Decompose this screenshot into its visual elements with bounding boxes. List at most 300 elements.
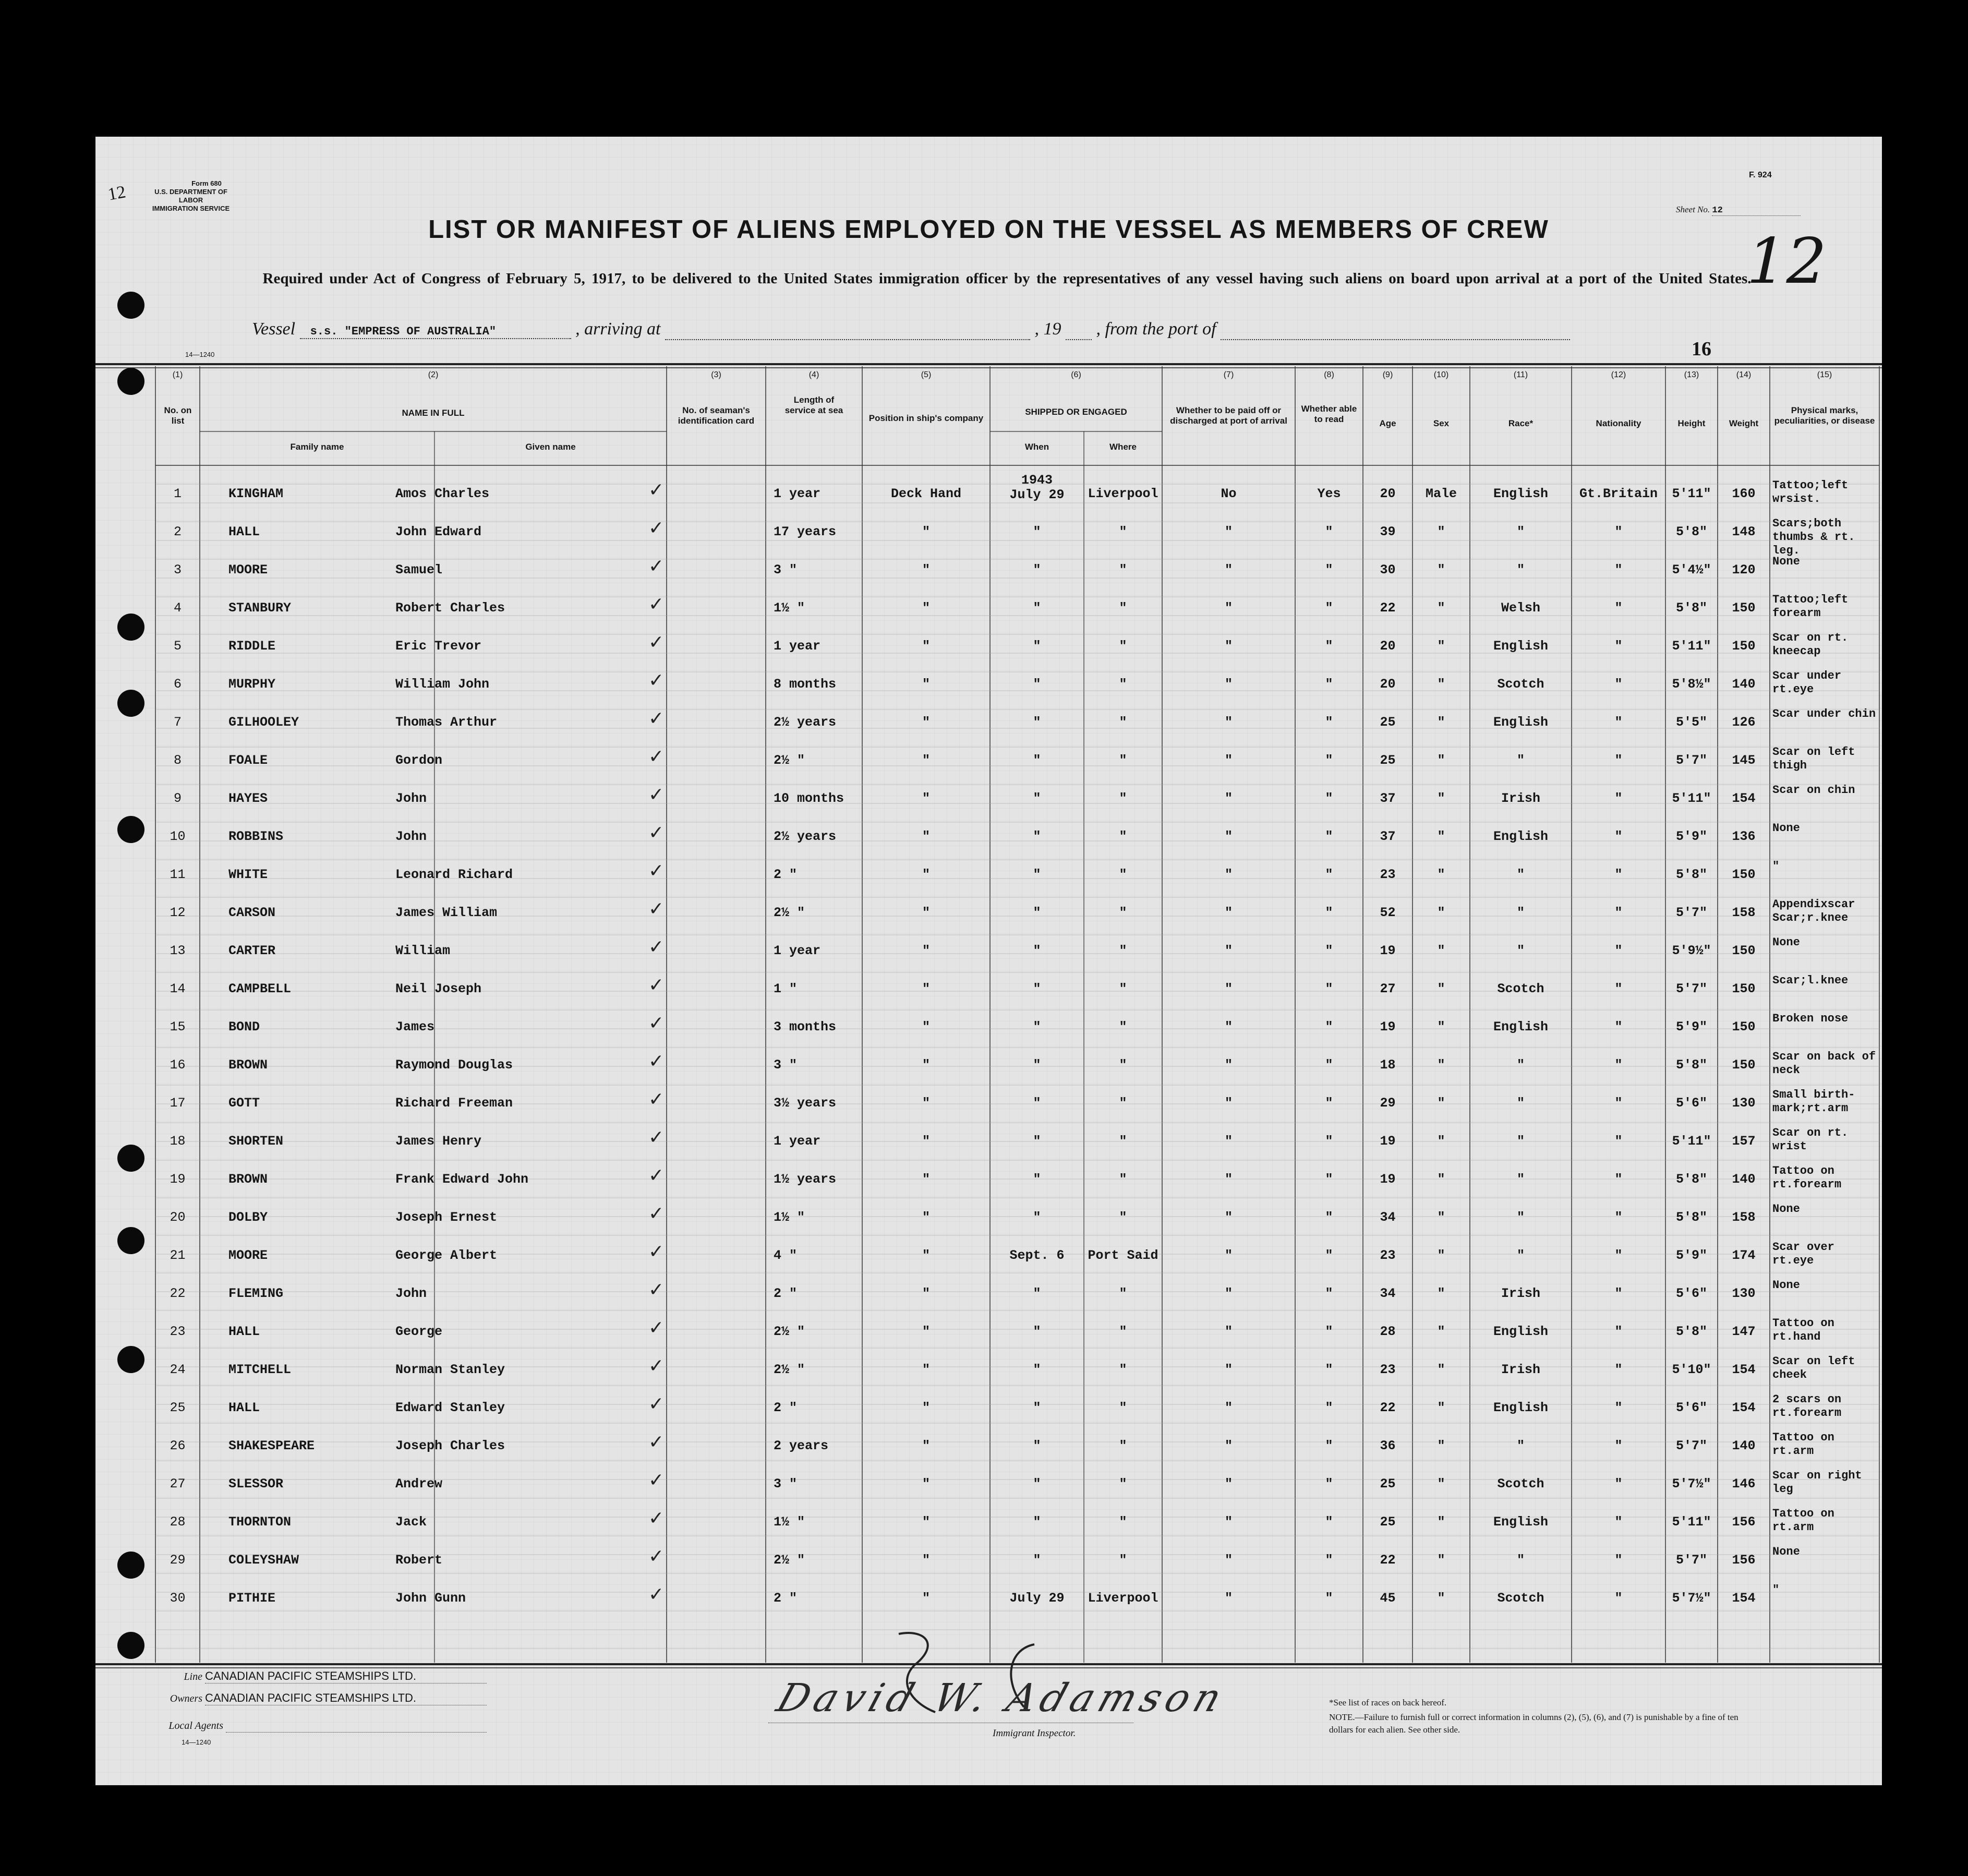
nationality: "	[1614, 829, 1623, 844]
shipped-when: "	[1033, 639, 1041, 654]
family-name: FOALE	[228, 753, 268, 768]
family-name: GOTT	[228, 1096, 260, 1111]
length-of-service: 2½ years	[774, 715, 837, 730]
sex: "	[1437, 1324, 1445, 1339]
punch-hole	[117, 1227, 144, 1254]
nationality: "	[1614, 753, 1623, 768]
shipped-when: "	[1033, 562, 1041, 578]
family-name: CAMPBELL	[228, 981, 292, 996]
shipped-where: "	[1119, 1286, 1127, 1301]
height: 5'4½"	[1672, 562, 1711, 578]
able-to-read: "	[1325, 1134, 1333, 1149]
nationality: "	[1614, 1476, 1623, 1492]
shipped-when: "	[1033, 905, 1041, 920]
paid-off: "	[1224, 1400, 1233, 1415]
nationality: "	[1614, 1248, 1623, 1263]
year-label: , 19	[1034, 319, 1061, 339]
nationality: "	[1614, 1057, 1623, 1073]
family-name: HALL	[228, 524, 260, 539]
race: English	[1493, 1324, 1549, 1339]
row-number: 25	[170, 1400, 186, 1415]
family-name: HALL	[228, 1324, 260, 1339]
weight: 147	[1732, 1324, 1756, 1339]
year-value	[1066, 319, 1092, 340]
position: "	[922, 1248, 930, 1263]
weight: 154	[1732, 1400, 1756, 1415]
length-of-service: 3½ years	[774, 1096, 837, 1111]
paid-off: "	[1224, 639, 1233, 654]
age: 34	[1380, 1210, 1396, 1225]
weight: 140	[1732, 677, 1756, 692]
family-name: MURPHY	[228, 677, 276, 692]
row-number: 2	[173, 524, 182, 539]
inspector-label: Immigrant Inspector.	[993, 1728, 1076, 1739]
paid-off: "	[1224, 981, 1233, 996]
form-number: Form 680	[191, 179, 222, 187]
row-number: 1	[173, 486, 182, 501]
weight: 140	[1732, 1172, 1756, 1187]
row-number: 24	[170, 1362, 186, 1377]
age: 20	[1380, 677, 1396, 692]
position: "	[922, 562, 930, 578]
row-number: 19	[170, 1172, 186, 1187]
paid-off: No	[1221, 486, 1237, 501]
arriving-label: , arriving at	[575, 319, 661, 339]
given-name: William John	[395, 677, 490, 692]
family-name: BROWN	[228, 1172, 268, 1187]
race: English	[1493, 1019, 1549, 1035]
position: "	[922, 1134, 930, 1149]
sex: "	[1437, 600, 1445, 616]
able-to-read: "	[1325, 639, 1333, 654]
race: "	[1516, 1134, 1525, 1149]
age: 22	[1380, 600, 1396, 616]
weight: 150	[1732, 943, 1756, 958]
sex: "	[1437, 905, 1445, 920]
length-of-service: 3 "	[774, 562, 798, 578]
punch-hole	[117, 1632, 144, 1659]
colnum-1: (1)	[172, 370, 183, 379]
sex: "	[1437, 867, 1445, 882]
shipped-where: Liverpool	[1088, 486, 1158, 501]
height: 5'8"	[1675, 1057, 1707, 1073]
race: English	[1493, 1400, 1549, 1415]
colnum-4: (4)	[808, 370, 819, 379]
sex: "	[1437, 1134, 1445, 1149]
page-subtitle: Required under Act of Congress of February 5, 1917, to be delivered to the United States immigration officer by the representatives of any vessel having such aliens on board upon arrival at a port of the United States.	[262, 270, 1752, 287]
nationality: "	[1614, 1400, 1623, 1415]
age: 30	[1380, 562, 1396, 578]
sex: "	[1437, 677, 1445, 692]
sheet-number: 12	[1712, 206, 1801, 216]
able-to-read: "	[1325, 1324, 1333, 1339]
given-name: Amos Charles	[395, 486, 490, 501]
weight: 154	[1732, 1591, 1756, 1606]
check-mark-icon: ✓	[648, 594, 665, 615]
age: 20	[1380, 639, 1396, 654]
form-code: F. 924	[1749, 171, 1772, 179]
nationality: "	[1614, 715, 1623, 730]
row-number: 4	[173, 600, 182, 616]
sheet-number-line	[1676, 205, 1801, 216]
physical-marks: Tattoo on rt.arm	[1772, 1507, 1834, 1534]
physical-marks: None	[1772, 1279, 1800, 1292]
race: Irish	[1501, 1286, 1540, 1301]
check-mark-icon: ✓	[648, 898, 665, 920]
paid-off: "	[1224, 1057, 1233, 1073]
shipped-where: "	[1119, 1553, 1127, 1568]
check-mark-icon: ✓	[648, 1241, 665, 1262]
height: 5'8"	[1675, 1210, 1707, 1225]
from-port-label: , from the port of	[1096, 319, 1216, 339]
check-mark-icon: ✓	[648, 1393, 665, 1415]
nationality: "	[1614, 1286, 1623, 1301]
paid-off: "	[1224, 867, 1233, 882]
nationality: "	[1614, 1514, 1623, 1530]
family-name: COLEYSHAW	[228, 1553, 299, 1568]
height: 5'11"	[1672, 639, 1711, 654]
age: 23	[1380, 1248, 1396, 1263]
shipped-when: "	[1033, 791, 1041, 806]
row-number: 5	[173, 639, 182, 654]
physical-marks: Scar under chin	[1772, 707, 1876, 720]
weight: 150	[1732, 639, 1756, 654]
weight: 150	[1732, 867, 1756, 882]
sex: "	[1437, 524, 1445, 539]
nationality: "	[1614, 1324, 1623, 1339]
given-name: Samuel	[395, 562, 443, 578]
sex: "	[1437, 1096, 1445, 1111]
able-to-read: "	[1325, 524, 1333, 539]
height: 5'10"	[1672, 1362, 1711, 1377]
able-to-read: "	[1325, 943, 1333, 958]
able-to-read: "	[1325, 1476, 1333, 1492]
physical-marks: Tattoo on rt.hand	[1772, 1317, 1834, 1343]
height: 5'7"	[1675, 905, 1707, 920]
position: "	[922, 524, 930, 539]
race: English	[1493, 715, 1549, 730]
physical-marks: Small birth-mark;rt.arm	[1772, 1088, 1855, 1115]
colnum-15: (15)	[1817, 370, 1832, 379]
shipped-when: "	[1033, 600, 1041, 616]
paid-off: "	[1224, 1019, 1233, 1035]
length-of-service: 3 "	[774, 1476, 798, 1492]
shipped-where: "	[1119, 1057, 1127, 1073]
colnum-11: (11)	[1513, 370, 1528, 379]
header-shipped-engaged: SHIPPED OR ENGAGED	[1025, 407, 1127, 417]
paid-off: "	[1224, 1591, 1233, 1606]
sex: "	[1437, 829, 1445, 844]
given-name: Thomas Arthur	[395, 715, 498, 730]
shipped-where: "	[1119, 1514, 1127, 1530]
length-of-service: 2 "	[774, 1591, 798, 1606]
age: 37	[1380, 829, 1396, 844]
row-number: 6	[173, 677, 182, 692]
weight: 150	[1732, 1057, 1756, 1073]
header-no-on-list: No. on list	[164, 405, 192, 426]
height: 5'8½"	[1672, 677, 1711, 692]
given-name: John	[395, 791, 427, 806]
height: 5'8"	[1675, 867, 1707, 882]
given-name: Raymond Douglas	[395, 1057, 513, 1073]
row-number: 11	[170, 867, 186, 882]
race: Irish	[1501, 791, 1540, 806]
shipped-when: "	[1033, 1324, 1041, 1339]
weight: 157	[1732, 1134, 1756, 1149]
height: 5'6"	[1675, 1286, 1707, 1301]
able-to-read: "	[1325, 715, 1333, 730]
colnum-8: (8)	[1324, 370, 1334, 379]
family-name: HAYES	[228, 791, 268, 806]
position: "	[922, 1057, 930, 1073]
row-number: 8	[173, 753, 182, 768]
shipped-where: "	[1119, 1096, 1127, 1111]
check-mark-icon: ✓	[648, 1165, 665, 1186]
position: "	[922, 715, 930, 730]
height: 5'9"	[1675, 1019, 1707, 1035]
punch-hole	[117, 614, 144, 641]
nationality: "	[1614, 867, 1623, 882]
length-of-service: 2½ "	[774, 1553, 805, 1568]
length-of-service: 1 year	[774, 1134, 821, 1149]
able-to-read: "	[1325, 829, 1333, 844]
nationality: "	[1614, 1096, 1623, 1111]
physical-marks: "	[1772, 1583, 1780, 1596]
header-physical-marks: Physical marks, peculiarities, or disease	[1774, 405, 1875, 426]
row-number: 26	[170, 1438, 186, 1453]
age: 27	[1380, 981, 1396, 996]
able-to-read: "	[1325, 791, 1333, 806]
physical-marks: Tattoo on rt.forearm	[1772, 1164, 1842, 1191]
position: "	[922, 677, 930, 692]
able-to-read: "	[1325, 1514, 1333, 1530]
height: 5'6"	[1675, 1096, 1707, 1111]
shipped-when: "	[1033, 1476, 1041, 1492]
length-of-service: 2 "	[774, 1400, 798, 1415]
family-name: MOORE	[228, 562, 268, 578]
given-name: James	[395, 1019, 435, 1035]
length-of-service: 2 "	[774, 867, 798, 882]
header-where: Where	[1109, 442, 1137, 452]
check-mark-icon: ✓	[648, 1127, 665, 1148]
owners-value: CANADIAN PACIFIC STEAMSHIPS LTD.	[205, 1691, 487, 1705]
sex: "	[1437, 1172, 1445, 1187]
family-name: CARSON	[228, 905, 276, 920]
physical-marks: Scar on left thigh	[1772, 745, 1855, 772]
colnum-3: (3)	[711, 370, 721, 379]
header-position: Position in ship's company	[868, 413, 984, 423]
race: English	[1493, 639, 1549, 654]
position: "	[922, 753, 930, 768]
shipped-when: July 29	[1009, 487, 1065, 502]
check-mark-icon: ✓	[648, 1089, 665, 1110]
height: 5'11"	[1672, 1514, 1711, 1530]
position: "	[922, 1096, 930, 1111]
shipped-where: "	[1119, 829, 1127, 844]
race: Welsh	[1501, 600, 1540, 616]
race: "	[1516, 1553, 1525, 1568]
race: Irish	[1501, 1362, 1540, 1377]
age: 39	[1380, 524, 1396, 539]
race: Scotch	[1497, 1476, 1544, 1492]
row-number: 16	[170, 1057, 186, 1073]
nationality: "	[1614, 1438, 1623, 1453]
family-name: RIDDLE	[228, 639, 276, 654]
given-name: William	[395, 943, 451, 958]
shipped-where: "	[1119, 905, 1127, 920]
paid-off: "	[1224, 1248, 1233, 1263]
paid-off: "	[1224, 1286, 1233, 1301]
position: "	[922, 1019, 930, 1035]
height: 5'5"	[1675, 715, 1707, 730]
inspector-signature: David W. Adamson	[771, 1676, 1233, 1721]
physical-marks: Appendixscar Scar;r.knee	[1772, 898, 1855, 924]
weight: 154	[1732, 1362, 1756, 1377]
colnum-9: (9)	[1382, 370, 1393, 379]
paid-off: "	[1224, 753, 1233, 768]
sex: "	[1437, 1057, 1445, 1073]
row-number: 18	[170, 1134, 186, 1149]
nationality: "	[1614, 905, 1623, 920]
weight: 174	[1732, 1248, 1756, 1263]
shipped-year: 1943	[1021, 473, 1053, 488]
position: "	[922, 1438, 930, 1453]
check-mark-icon: ✓	[648, 1051, 665, 1072]
shipped-when: "	[1033, 1210, 1041, 1225]
paid-off: "	[1224, 943, 1233, 958]
line-value: CANADIAN PACIFIC STEAMSHIPS LTD.	[205, 1669, 487, 1683]
weight: 150	[1732, 1019, 1756, 1035]
row-number: 23	[170, 1324, 186, 1339]
physical-marks: "	[1772, 860, 1780, 873]
paid-off: "	[1224, 1514, 1233, 1530]
department-label: U.S. DEPARTMENT OF LABOR	[154, 188, 227, 204]
shipped-when: "	[1033, 1362, 1041, 1377]
header-height: Height	[1677, 418, 1706, 428]
age: 23	[1380, 1362, 1396, 1377]
shipped-where: "	[1119, 1019, 1127, 1035]
colnum-5: (5)	[921, 370, 932, 379]
race: English	[1493, 829, 1549, 844]
able-to-read: "	[1325, 562, 1333, 578]
length-of-service: 1½ "	[774, 1210, 805, 1225]
family-name: CARTER	[228, 943, 276, 958]
physical-marks: Scar on chin	[1772, 784, 1855, 797]
shipped-when: "	[1033, 1057, 1041, 1073]
row-number: 12	[170, 905, 186, 920]
colnum-14: (14)	[1736, 370, 1752, 379]
colnum-7: (7)	[1223, 370, 1234, 379]
nationality: "	[1614, 677, 1623, 692]
page-number: 16	[1692, 338, 1711, 360]
race: "	[1516, 1438, 1525, 1453]
nationality: "	[1614, 524, 1623, 539]
row-number: 15	[170, 1019, 186, 1035]
physical-marks: Tattoo;left forearm	[1772, 593, 1849, 620]
punch-hole	[117, 816, 144, 843]
age: 19	[1380, 1172, 1396, 1187]
age: 25	[1380, 715, 1396, 730]
shipped-when: "	[1033, 1400, 1041, 1415]
check-mark-icon: ✓	[648, 518, 665, 539]
row-number: 20	[170, 1210, 186, 1225]
age: 25	[1380, 1514, 1396, 1530]
shipped-when: "	[1033, 715, 1041, 730]
able-to-read: "	[1325, 1591, 1333, 1606]
check-mark-icon: ✓	[648, 1470, 665, 1491]
header-length-of-service: Length of service at sea	[784, 395, 843, 415]
sex: "	[1437, 1438, 1445, 1453]
paid-off: "	[1224, 1438, 1233, 1453]
weight: 158	[1732, 1210, 1756, 1225]
length-of-service: 17 years	[774, 524, 837, 539]
header-race: Race*	[1508, 418, 1534, 428]
sex: "	[1437, 1591, 1445, 1606]
punch-hole	[117, 1552, 144, 1579]
shipped-where: "	[1119, 981, 1127, 996]
position: "	[922, 943, 930, 958]
able-to-read: "	[1325, 677, 1333, 692]
check-mark-icon: ✓	[648, 860, 665, 882]
shipped-where: Liverpool	[1088, 1591, 1158, 1606]
paid-off: "	[1224, 1172, 1233, 1187]
weight: 130	[1732, 1096, 1756, 1111]
length-of-service: 2½ "	[774, 1362, 805, 1377]
weight: 148	[1732, 524, 1756, 539]
check-mark-icon: ✓	[648, 632, 665, 653]
age: 19	[1380, 1019, 1396, 1035]
paid-off: "	[1224, 829, 1233, 844]
height: 5'7½"	[1672, 1476, 1711, 1492]
able-to-read: "	[1325, 600, 1333, 616]
weight: 140	[1732, 1438, 1756, 1453]
row-number: 29	[170, 1553, 186, 1568]
given-name: John Edward	[395, 524, 482, 539]
length-of-service: 1 "	[774, 981, 798, 996]
header-able-to-read: Whether able to read	[1301, 404, 1357, 424]
given-name: Robert Charles	[395, 600, 505, 616]
given-name: John	[395, 1286, 427, 1301]
shipped-when: "	[1033, 1514, 1041, 1530]
shipped-where: "	[1119, 1438, 1127, 1453]
shipped-where: "	[1119, 1476, 1127, 1492]
weight: 146	[1732, 1476, 1756, 1492]
family-name: WHITE	[228, 867, 268, 882]
shipped-where: "	[1119, 562, 1127, 578]
nationality: "	[1614, 1019, 1623, 1035]
able-to-read: "	[1325, 1210, 1333, 1225]
sex: "	[1437, 753, 1445, 768]
sex: "	[1437, 1362, 1445, 1377]
family-name: THORNTON	[228, 1514, 292, 1530]
sex: "	[1437, 1019, 1445, 1035]
shipped-when: "	[1033, 1019, 1041, 1035]
shipped-when: "	[1033, 753, 1041, 768]
shipped-where: "	[1119, 1324, 1127, 1339]
check-mark-icon: ✓	[648, 784, 665, 805]
able-to-read: "	[1325, 905, 1333, 920]
length-of-service: 2½ "	[774, 1324, 805, 1339]
able-to-read: "	[1325, 1057, 1333, 1073]
family-name: HALL	[228, 1400, 260, 1415]
row-number: 7	[173, 715, 182, 730]
paid-off: "	[1224, 562, 1233, 578]
height: 5'7"	[1675, 753, 1707, 768]
family-name: MOORE	[228, 1248, 268, 1263]
physical-marks: Scar over rt.eye	[1772, 1241, 1834, 1267]
form-info	[147, 179, 235, 213]
position: "	[922, 1476, 930, 1492]
